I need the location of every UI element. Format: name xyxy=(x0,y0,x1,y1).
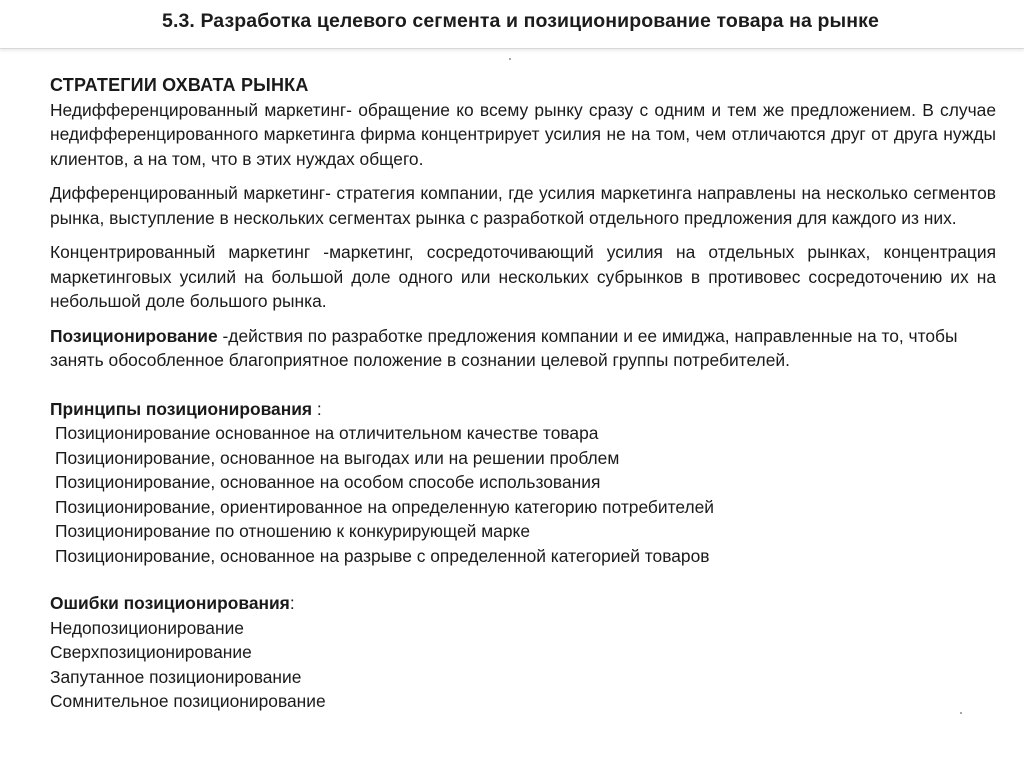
errors-heading-text: Ошибки позиционирования xyxy=(50,593,290,613)
strategies-heading: СТРАТЕГИИ ОХВАТА РЫНКА xyxy=(50,75,309,95)
errors-heading-colon: : xyxy=(289,593,295,613)
list-item: Позиционирование по отношению к конкурирующей марке xyxy=(55,521,531,541)
list-item: Позиционирование основанное на отличительном качестве товара xyxy=(55,423,599,443)
paragraph-undifferentiated: Недифференцированный маркетинг- обращение ко всему рынку сразу с одним и тем же предложением. В случае недифференцированного маркетинга фирма концентрирует усилия не на том, чем отличаются друг от друга нужды клиентов, а на том, что в этих нуждах общего. xyxy=(50,99,996,169)
list-item: Сверхпозиционирование xyxy=(50,642,252,662)
paragraph-concentrated: Концентрированный маркетинг -маркетинг, сосредоточивающий усилия на отдельных рынках, концентрация маркетинговых усилий на большой доле одного или нескольких субрынков в противовес сосредоточению их на небольшой доле большого рынка. xyxy=(50,242,996,311)
list-item: Недопозиционирование xyxy=(50,617,244,638)
principles-heading xyxy=(50,397,996,422)
principles-list xyxy=(50,421,996,568)
positioning-term: Позиционирование xyxy=(50,325,218,346)
page-title: 5.3. Разработка целевого сегмента и позиционирование товара на рынке xyxy=(162,10,879,32)
title-bar xyxy=(0,0,1024,49)
list-item: Позиционирование, основанное на выгодах или на решении проблем xyxy=(55,447,620,468)
errors-list xyxy=(50,616,996,714)
errors-heading xyxy=(50,591,996,616)
list-item: Сомнительное позиционирование xyxy=(50,691,326,711)
slide-content xyxy=(50,73,996,714)
principles-heading-text: Принципы позиционирования xyxy=(50,398,313,419)
list-item: Позиционирование, основанное на особом способе использования xyxy=(55,472,601,492)
positioning-definition xyxy=(50,324,990,373)
list-item: Позиционирование, основанное на разрыве с определенной категорией товаров xyxy=(55,545,710,566)
positioning-text: -действия по разработке предложения компании и ее имиджа, направленные на то, чтобы занять обособленное благоприятное положение в сознании целевой группы потребителей. xyxy=(50,325,958,370)
list-item: Позиционирование, ориентированное на определенную категорию потребителей xyxy=(55,496,714,517)
paragraph-differentiated: Дифференцированный маркетинг- стратегия компании, где усилия маркетинга направлены на несколько сегментов рынка, выступление в нескольких сегментах рынка с разработкой отдельного предложения для каждого из них. xyxy=(50,183,996,228)
decorative-dot xyxy=(509,58,511,60)
list-item: Запутанное позиционирование xyxy=(50,666,302,687)
principles-heading-colon: : xyxy=(312,398,322,419)
